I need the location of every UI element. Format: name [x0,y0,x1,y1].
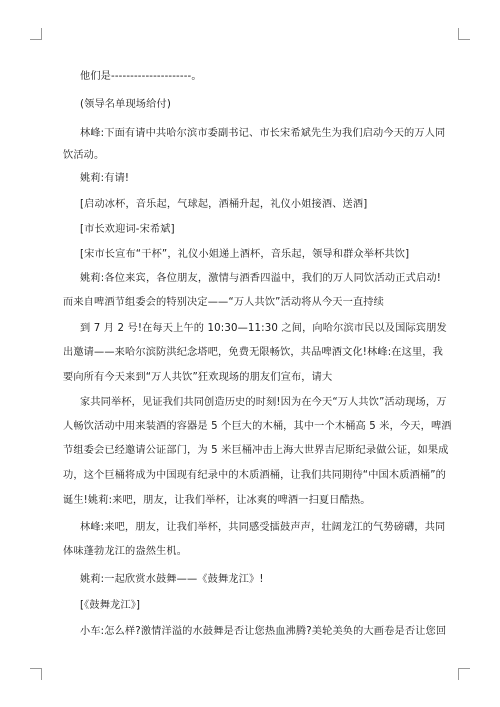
text-line: [《鼓舞龙江》] [80,600,141,611]
crop-mark-bottom-right-v [458,668,459,680]
text-line: 出邀请——来哈尔滨防洪纪念塔吧，免费无限畅饮，共品啤酒文化!林峰:在这里，我 [63,347,443,358]
crop-mark-bottom-right-h [458,668,470,669]
text-line: 姚莉:一起欣赏水鼓舞——《鼓舞龙江》! [80,574,264,585]
crop-mark-bottom-left-v [41,668,42,680]
text-line: 诞生!姚莉:来吧，朋友，让我们举杯，让冰爽的啤酒一扫夏日酷热。 [63,495,371,506]
crop-mark-top-left-v [41,28,42,40]
text-line: [市长欢迎词-宋希斌] [80,224,175,235]
text-line: 节组委会已经邀请公证部门，为 5 米巨桶冲击上海大世界吉尼斯纪录做公证，如果成 [63,445,449,456]
text-line: 体味蓬勃龙江的盎然生机。 [63,546,188,557]
text-line: 林峰:来吧，朋友，让我们举杯，共同感受擂鼓声声，壮阔龙江的气势磅礴，共同 [80,522,446,533]
text-line: 人畅饮活动中用来装酒的容器是 5 个巨大的木桶，其中一个木桶高 5 米，今天，啤酒 [63,421,452,432]
text-line: (领导名单现场给付) [80,99,171,110]
text-line: 林峰:下面有请中共哈尔滨市委副书记、市长宋希斌先生为我们启动今天的万人同 [80,128,446,139]
text-line: [启动冰杯，音乐起，气球起，酒桶升起，礼仪小姐接酒、送酒] [80,199,368,210]
text-line: 家共同举杯，见证我们共同创造历史的时刻!因为在今天“万人共饮”活动现场，万 [80,397,447,408]
text-line: 小车:怎么样?激情洋溢的水鼓舞是否让您热血沸腾?美轮美奂的大画卷是否让您回 [80,626,447,637]
text-line: 到 7 月 2 号!在每天上午的 10:30—11:30 之间，向哈尔滨市民以及国际宾朋发 [80,323,447,334]
text-line: 饮活动。 [63,150,105,161]
text-line: 他们是---------------------。 [80,71,202,82]
text-line: [宋市长宣布“干杯”，礼仪小姐递上酒杯，音乐起，领导和群众举杯共饮] [80,249,410,260]
text-line: 姚莉:有请! [80,173,130,184]
crop-mark-top-right-h [458,39,470,40]
text-line: 功，这个巨桶将成为中国现有纪录中的木质酒桶，让我们共同期待“中国木质酒桶”的 [63,470,447,481]
text-line: 姚莉:各位来宾，各位朋友，激情与酒香四溢中，我们的万人同饮活动正式启动! [80,273,441,284]
text-line: 而来自啤酒节组委会的特别决定——“万人共饮”活动将从今天一直持续 [63,297,384,308]
text-line: 要向所有今天来到“万人共饮”狂欢现场的朋友们宣布，请大 [63,372,333,383]
crop-mark-top-right-v [458,28,459,40]
